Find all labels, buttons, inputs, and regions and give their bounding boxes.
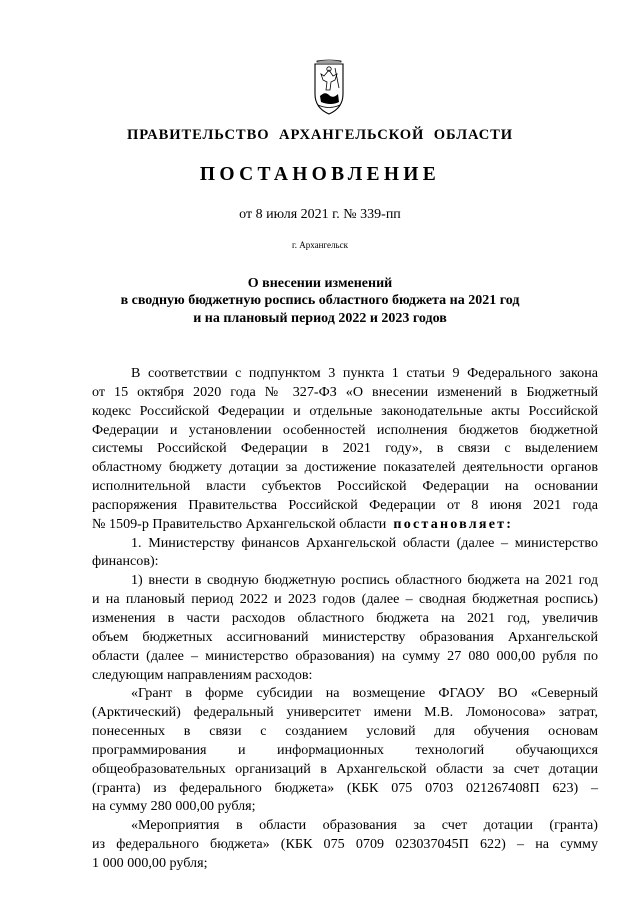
text-line: от 15 октября 2020 года № 327-ФЗ «О внесении изменений в Бюджетный (92, 383, 598, 400)
text-line: понесенных в связи с созданием условий для обучения основам (92, 723, 598, 740)
subject-line: и на плановый период 2022 и 2023 годов (193, 310, 447, 326)
subject-line: в сводную бюджетную роспись областного бюджета на 2021 год (120, 293, 520, 309)
decrees-colon: : (506, 515, 514, 532)
coat-of-arms-icon (311, 58, 347, 116)
text-line: из федерального бюджета» (КБК 075 0709 023037045П 622) – на сумму (92, 836, 598, 853)
text-line: финансов): (92, 553, 159, 570)
text-line: и на плановый период 2022 и 2023 годов (далее – сводная бюджетная роспись) (92, 591, 598, 608)
text-line: системы Российской Федерации в 2021 году», в связи с выделением (92, 440, 598, 457)
city: г. Архангельск (292, 240, 348, 250)
text-line: кодекс Российской Федерации и отдельные законодательные акты Российской (92, 402, 598, 419)
date-number: от 8 июля 2021 г. № 339-пп (239, 207, 401, 222)
text-line: распоряжения Правительства Российской Федерации от 8 июня 2021 года (92, 496, 598, 513)
text-line: программирования и информационных технологий обучающихся (92, 741, 598, 758)
text-line: следующим направлениям расходов: (92, 666, 313, 683)
text-line: (гранта) из федерального бюджета» (КБК 075 0703 021267408П 623) – (92, 779, 598, 796)
text-line: общеобразовательных организаций в Архангельской области за счет дотации (92, 760, 598, 777)
text-line: области (далее – министерство образования) на сумму 27 080 000,00 рубля по (92, 647, 598, 664)
text-line: 1) внести в сводную бюджетную роспись областного бюджета на 2021 год (131, 572, 598, 589)
text-line: 1. Министерству финансов Архангельской области (далее – министерство (131, 534, 598, 551)
text-line: Федерации и установлении особенностей исполнения бюджетов бюджетной (92, 421, 598, 438)
document-subject (0, 275, 640, 327)
text-line: (Арктический) федеральный университет имени М.В. Ломоносова» затрат, (92, 704, 598, 721)
text-line: областному бюджету дотации за достижение показателей деятельности органов (92, 459, 598, 476)
text-line: изменения в части расходов областного бюджета на 2021 год, увеличив (92, 609, 598, 626)
text-segment: № 1509-р Правительство Архангельской области (92, 515, 387, 532)
document-body (92, 364, 598, 873)
text-line: «Мероприятия в области образования за счет дотации (гранта) (131, 817, 598, 834)
text-line (92, 515, 598, 534)
text-line: В соответствии с подпунктом 3 пункта 1 статьи 9 Федерального закона (131, 365, 598, 381)
text-line: «Грант в форме субсидии на возмещение ФГАОУ ВО «Северный (131, 685, 598, 702)
document-type: ПОСТАНОВЛЕНИЕ (199, 164, 441, 185)
text-line: 1 000 000,00 рубля; (92, 854, 208, 871)
government-name: ПРАВИТЕЛЬСТВО АРХАНГЕЛЬСКОЙ ОБЛАСТИ (126, 127, 514, 143)
decrees-word: постановляет (393, 515, 507, 532)
subject-line: О внесении изменений (247, 276, 393, 291)
text-line: исполнительной власти субъектов Российской Федерации на основании (92, 478, 598, 495)
text-line: объем бюджетных ассигнований министерству образования Архангельской (92, 628, 598, 645)
text-line: на сумму 280 000,00 рубля; (92, 798, 256, 815)
